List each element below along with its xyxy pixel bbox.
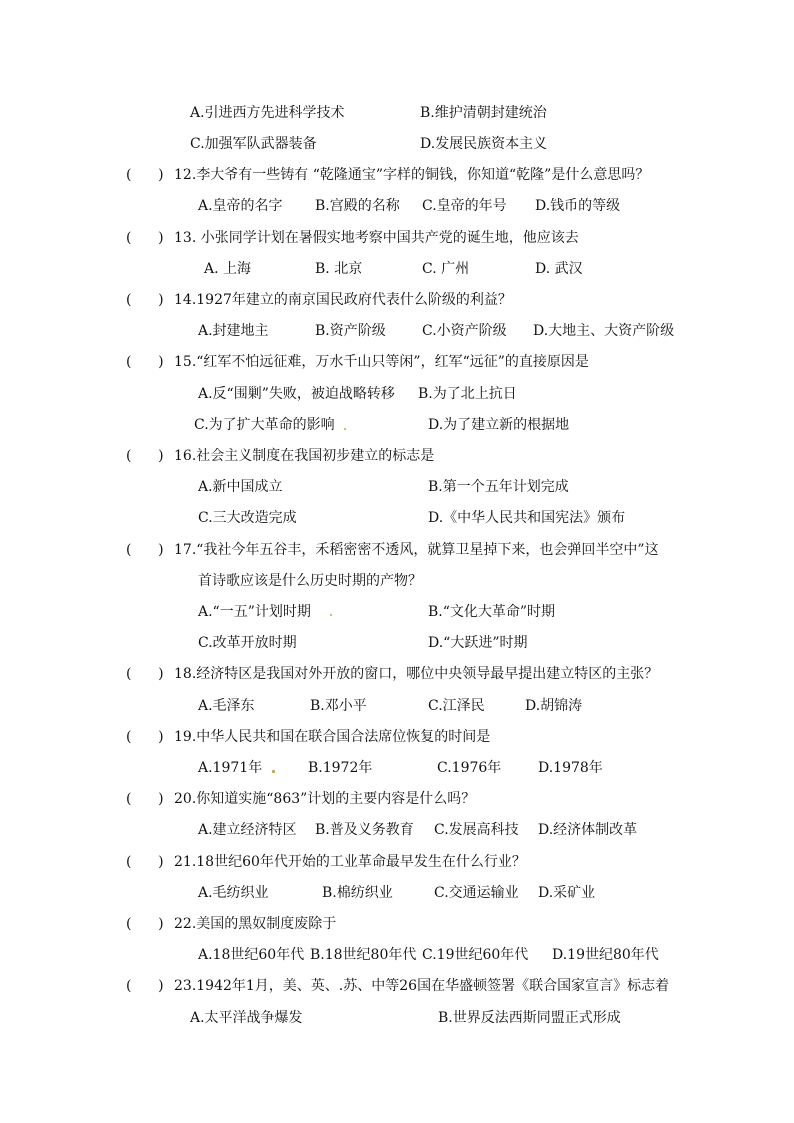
- q23-answer-blank[interactable]: ( ): [126, 978, 164, 994]
- q14-answer-blank[interactable]: ( ): [126, 292, 164, 308]
- q16-stem: 16.社会主义制度在我国初步建立的标志是: [174, 448, 435, 464]
- q17-option-b: B.“文化大革命”时期: [428, 604, 556, 620]
- q16-option-b: B.第一个五年计划完成: [428, 479, 569, 495]
- q18-option-d: D.胡锦涛: [525, 698, 583, 714]
- q23-option-a: A.太平洋战争爆发: [190, 1010, 303, 1026]
- q14-option-d: D.大地主、大资产阶级: [533, 323, 675, 339]
- q15-option-b: B.为了北上抗日: [418, 386, 517, 402]
- q17-option-c: C.改革开放时期: [198, 635, 297, 651]
- q13-option-a: A. 上海: [204, 261, 252, 277]
- q14-stem: 14.1927年建立的南京国民政府代表什么阶级的利益？: [174, 292, 512, 308]
- q20-option-b: B.普及义务教育: [315, 822, 414, 838]
- q18-option-a: A.毛泽东: [198, 698, 255, 714]
- q14-option-a: A.封建地主: [198, 323, 269, 339]
- q17-stem-continued: 首诗歌应该是什么历史时期的产物？: [198, 573, 422, 589]
- q13-answer-blank[interactable]: ( ): [126, 230, 164, 246]
- q21-answer-blank[interactable]: ( ): [126, 854, 164, 870]
- q11-option-d: D.发展民族资本主义: [420, 136, 548, 152]
- q20-option-d: D.经济体制改革: [538, 822, 638, 838]
- q21-option-b: B.棉纺织业: [322, 885, 393, 901]
- q20-option-a: A.建立经济特区: [198, 822, 297, 838]
- stray-dot: [344, 428, 346, 430]
- q19-stem: 19.中华人民共和国在联合国合法席位恢复的时间是: [174, 729, 491, 745]
- q17-answer-blank[interactable]: ( ): [126, 542, 164, 558]
- q17-stem: 17.“我社今年五谷丰，禾稻密密不透风，就算卫星掉下来，也会弹回半空中”这: [174, 542, 659, 558]
- q13-option-b: B. 北京: [315, 261, 363, 277]
- q19-option-d: D.1978年: [538, 760, 603, 776]
- q16-option-c: C.三大改造完成: [198, 510, 297, 526]
- q11-option-b: B.维护清朝封建统治: [420, 105, 547, 121]
- q19-answer-blank[interactable]: ( ): [126, 729, 164, 745]
- q12-option-d: D.钱币的等级: [535, 198, 621, 214]
- q20-stem: 20.你知道实施“863”计划的主要内容是什么吗？: [174, 791, 476, 807]
- q11-option-c: C.加强军队武器装备: [190, 136, 317, 152]
- q12-option-c: C.皇帝的年号: [422, 198, 507, 214]
- q15-option-c: C.为了扩大革命的影响: [194, 417, 335, 433]
- q14-option-b: B.资产阶级: [315, 323, 386, 339]
- q16-option-a: A.新中国成立: [198, 479, 283, 495]
- q19-option-b: B.1972年: [308, 760, 373, 776]
- q23-stem: 23.1942年1月，美、英、.苏、中等26国在华盛顿签署《联合国家宣言》标志着: [174, 978, 670, 994]
- q20-answer-blank[interactable]: ( ): [126, 791, 164, 807]
- q21-option-a: A.毛纺织业: [198, 885, 269, 901]
- q12-stem: 12.李大爷有一些铸有 “乾隆通宝”字样的铜钱，你知道“乾隆”是什么意思吗？: [174, 167, 650, 183]
- q20-option-c: C.发展高科技: [434, 822, 519, 838]
- q22-option-d: D.19世纪80年代: [552, 947, 659, 963]
- q22-answer-blank[interactable]: ( ): [126, 916, 164, 932]
- q16-answer-blank[interactable]: ( ): [126, 448, 164, 464]
- q15-answer-blank[interactable]: ( ): [126, 354, 164, 370]
- q18-option-c: C.江泽民: [428, 698, 485, 714]
- q18-stem: 18.经济特区是我国对外开放的窗口，哪位中央领导最早提出建立特区的主张？: [174, 666, 659, 682]
- q23-option-b: B.世界反法西斯同盟正式形成: [438, 1010, 621, 1026]
- stray-dot: [272, 770, 275, 773]
- q22-option-c: C.19世纪60年代: [422, 947, 529, 963]
- q11-option-a: A.引进西方先进科学技术: [190, 105, 345, 121]
- q21-option-d: D.采矿业: [538, 885, 596, 901]
- q22-option-a: A.18世纪60年代: [198, 947, 305, 963]
- q19-option-c: C.1976年: [437, 760, 502, 776]
- q13-stem: 13. 小张同学计划在暑假实地考察中国共产党的诞生地，他应该去: [174, 230, 579, 246]
- q22-option-b: B.18世纪80年代: [310, 947, 417, 963]
- q18-option-b: B.邓小平: [310, 698, 367, 714]
- q13-option-c: C. 广州: [422, 261, 470, 277]
- q22-stem: 22.美国的黑奴制度废除于: [174, 916, 337, 932]
- q21-option-c: C.交通运输业: [434, 885, 519, 901]
- q12-option-a: A.皇帝的名字: [198, 198, 283, 214]
- q17-option-a: A.“一五”计划时期: [198, 604, 311, 620]
- q18-answer-blank[interactable]: ( ): [126, 666, 164, 682]
- q15-option-a: A.反“围剿”失败，被迫战略转移: [198, 386, 395, 402]
- q21-stem: 21.18世纪60年代开始的工业革命最早发生在什么行业？: [174, 854, 526, 870]
- q13-option-d: D. 武汉: [535, 261, 583, 277]
- q17-option-d: D.“大跃进”时期: [428, 635, 528, 651]
- q12-option-b: B.宫殿的名称: [315, 198, 400, 214]
- q15-option-d: D.为了建立新的根据地: [428, 417, 570, 433]
- q14-option-c: C.小资产阶级: [422, 323, 507, 339]
- q16-option-d: D.《中华人民共和国宪法》颁布: [428, 510, 626, 526]
- q12-answer-blank[interactable]: ( ): [126, 167, 164, 183]
- stray-dot: [330, 614, 332, 616]
- q19-option-a: A.1971年: [198, 760, 263, 776]
- q15-stem: 15.“红军不怕远征难，万水千山只等闲”，红军“远征”的直接原因是: [174, 354, 589, 370]
